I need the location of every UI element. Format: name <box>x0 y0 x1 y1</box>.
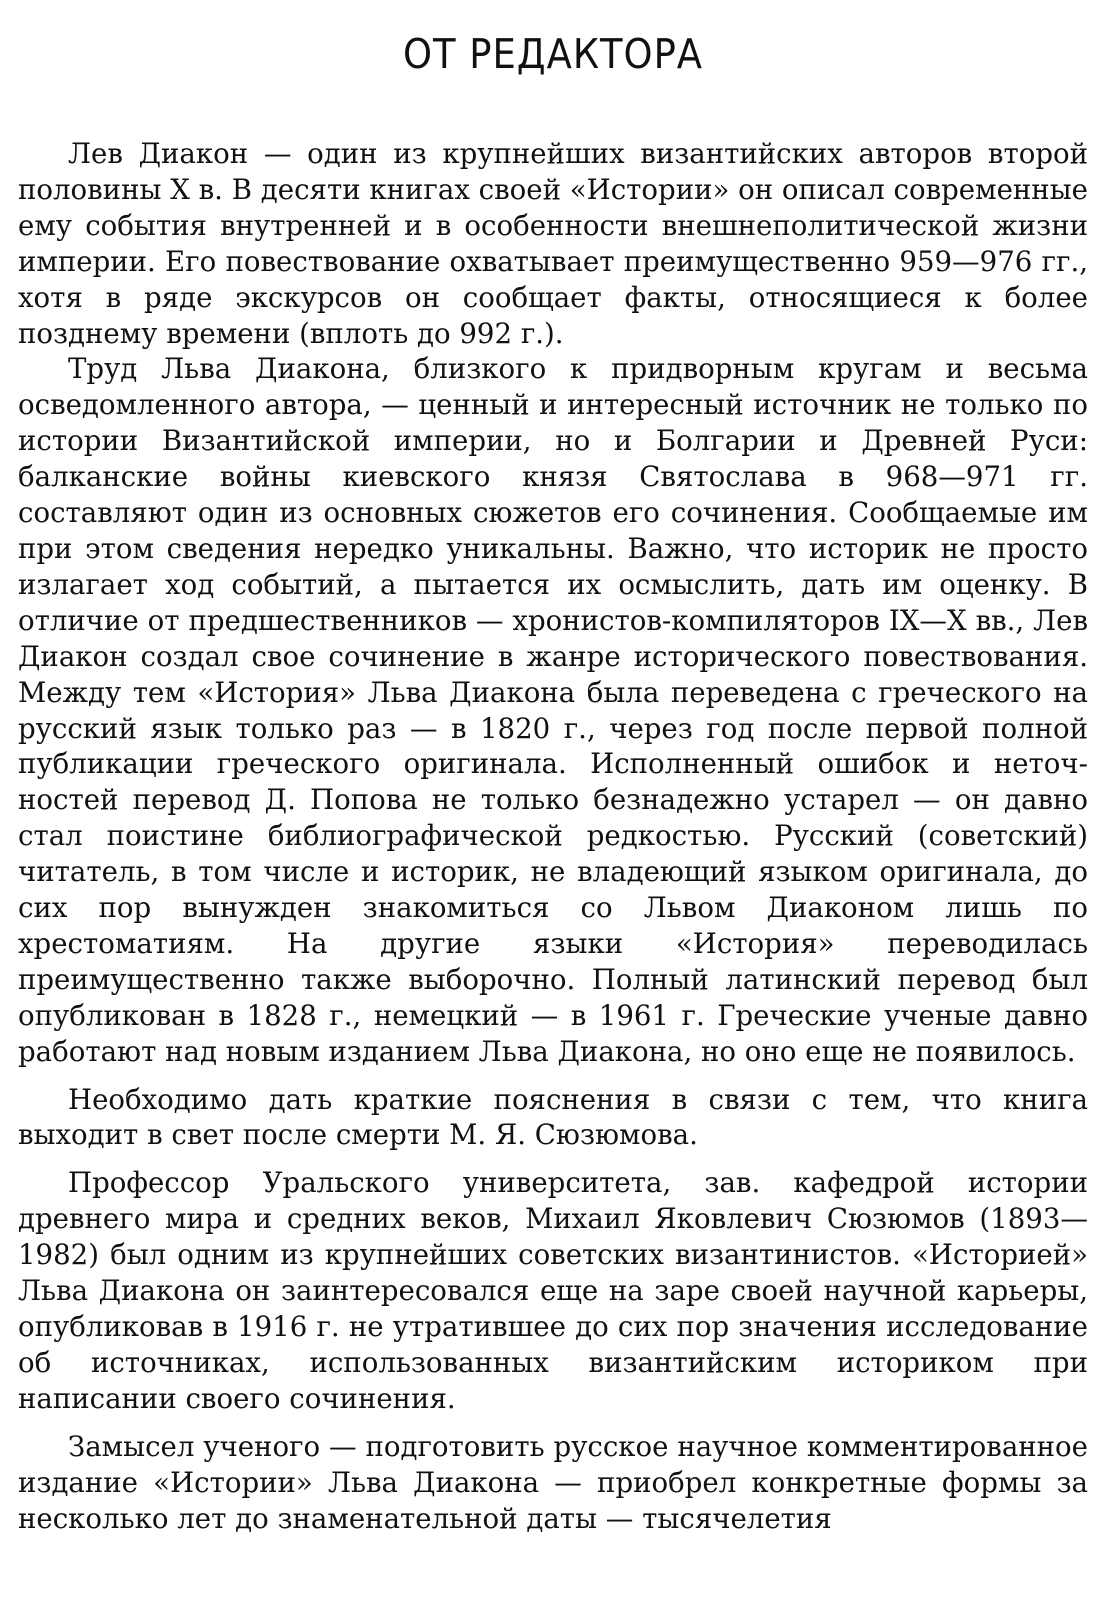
paragraph-biography: Профессор Уральского университета, зав. кафедрой истории древнего мира и средних веков, Михаил Яковлевич Сюзюмов (1893—1982) был одним из крупнейших советских византинистов. «Историей» Льва Диакона он заинтересовался еще на заре своей научной карьеры, опубликовав в 1916 г. не утратившее до сих пор значения исследование об источниках, использованных византийским историком при написании своего сочинения. <box>18 1166 1088 1415</box>
paragraph-plan: Замысел ученого — подготовить русское научное комментированное издание «Истории» Льва Диакона — приобрел конкретные формы за несколько лет до знаменательной даты — тысячелетия <box>18 1429 1088 1535</box>
page-title: ОТ РЕДАКТОРА <box>402 30 704 78</box>
body-text <box>18 136 1088 1536</box>
paragraph-note: Необходимо дать краткие пояснения в связи с тем, что книга выходит в свет после смерти М. Я. Сюзюмова. <box>18 1082 1088 1152</box>
document-page <box>18 20 1088 1600</box>
paragraph-intro: Лев Диакон — один из крупнейших византийских авторов второй половины X в. В десяти книгах своей «Истории» он описал современные ему события внутренней и в особенности внешнеполитической жизни империи. Его повествование охватывает преимущественно 959—976 гг., хотя в ряде экскурсов он сообщает факты, относящиеся к более позднему времени (вплоть до 992 г.). <box>18 137 1088 350</box>
paragraph-significance: Труд Льва Диакона, близкого к придворным кругам и весьма осведомленного автора, — ценный и интересный источник не только по истории Византийской империи, но и Болгарии и Древней Руси: балканские войны киевского князя Святослава в 968—971 гг. составляют один из основных сюжетов его сочинения. Сообщаемые им при этом сведения нередко уникальны. Важно, что историк не просто излагает ход событий, а пытается их осмыслить, дать им оценку. В отличие от предшественников — хронистов-компиляторов IX—X вв., Лев Диакон создал свое сочинение в жанре исторического повествования. Между тем «История» Льва Диакона была переведена с греческого на русский язык только раз — в 1820 г., через год после первой полной публикации греческого оригинала. Исполненный ошибок и неточностей перевод Д. Попова не только безнадежно устарел — он давно стал поистине библиографической редкостью. Русский (советский) читатель, в том числе и историк, не владеющий языком оригинала, до сих пор вынужден знакомиться со Львом Диаконом лишь по хрестоматиям. На другие языки «История» переводилась преимущественно также выборочно. Полный латинский перевод был опубликован в 1828 г., немецкий — в 1961 г. Греческие ученые давно работают над новым изданием Льва Диакона, но оно еще не появилось. <box>18 352 1088 1068</box>
